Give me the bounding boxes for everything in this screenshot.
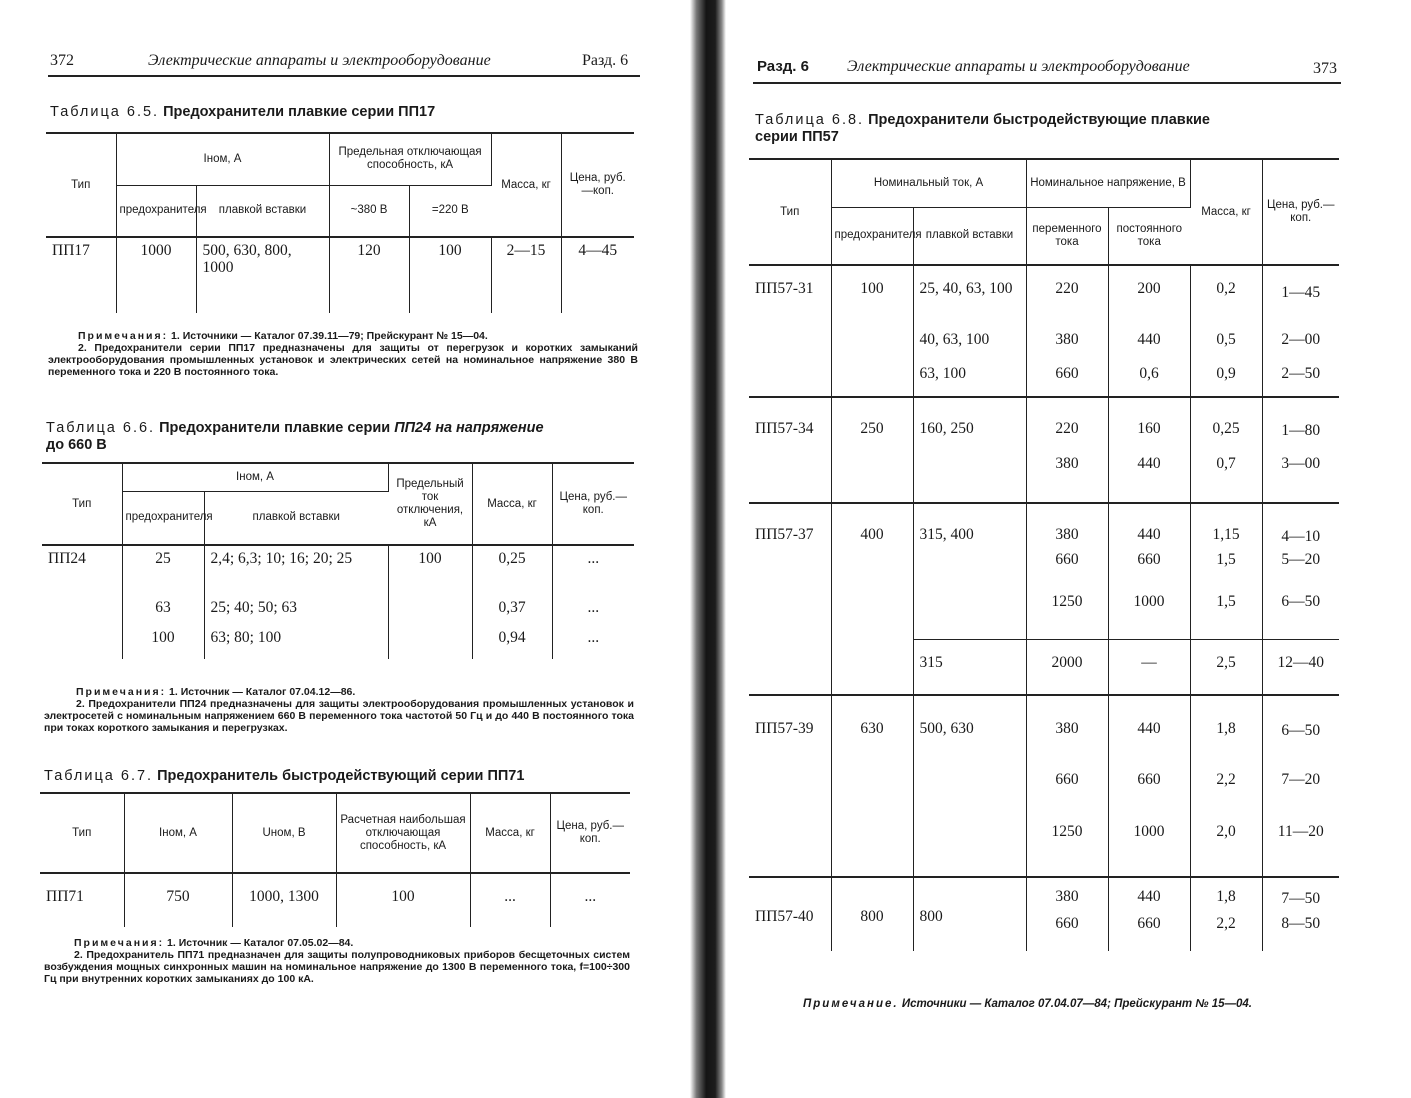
cell-insert xyxy=(913,753,1026,805)
cell-ac: 1250 xyxy=(1026,589,1108,639)
right-page xyxy=(725,0,1411,1098)
running-title: Электрические аппараты и электрооборудование xyxy=(847,58,1190,75)
cell-insert: 160, 250 xyxy=(913,397,1026,451)
cell-fuse: 800 xyxy=(831,877,913,951)
cell-mass: 2—15 xyxy=(491,237,561,313)
table-6-7-caption xyxy=(44,768,524,785)
cell-type: ПП24 xyxy=(42,545,122,595)
cell-mass: 0,37 xyxy=(472,595,552,625)
cell-price: 2—00 xyxy=(1281,331,1321,348)
cell-dc: 160 xyxy=(1108,397,1190,451)
col-mass: Масса, кг xyxy=(1190,159,1262,265)
col-type: Тип xyxy=(42,463,122,545)
col-type: Тип xyxy=(749,159,831,265)
table-title: Предохранители плавкие серии ПП17 xyxy=(163,104,436,120)
col-capacity: Предельный ток отключения, кА xyxy=(388,463,472,545)
table-row xyxy=(42,545,634,595)
col-type: Тип xyxy=(46,133,116,237)
cell-price: 5—20 xyxy=(1281,551,1321,568)
note-1: 1. Источник — Каталог 07.05.02—84. xyxy=(167,937,354,949)
col-insert: плавкой вставки xyxy=(196,185,329,237)
notes-label: Примечание. xyxy=(803,998,899,1010)
table-6-8-caption xyxy=(755,112,1210,146)
header-rule xyxy=(753,82,1341,84)
cell-insert: 63, 100 xyxy=(913,361,1026,397)
notes-label: Примечания: xyxy=(76,686,167,698)
cell-capacity: 100 xyxy=(388,545,472,595)
cell-type: ПП17 xyxy=(46,237,116,313)
cell-mass: 0,2 xyxy=(1190,265,1262,327)
book-gutter xyxy=(690,0,726,1098)
cell-mass: 2,2 xyxy=(1190,753,1262,805)
col-price: Цена, руб.—коп. xyxy=(552,463,634,545)
cell-capacity xyxy=(388,595,472,625)
table-6-8-note xyxy=(755,998,1339,1010)
cell-mass: 0,7 xyxy=(1190,451,1262,503)
table-label: Таблица 6.7. xyxy=(44,768,154,784)
cell-price: ... xyxy=(587,599,600,616)
note-1: 1. Источник — Каталог 07.04.12—86. xyxy=(169,686,356,698)
cell-insert: 40, 63, 100 xyxy=(913,327,1026,361)
cell-type: ПП71 xyxy=(40,873,124,927)
table-label: Таблица 6.8. xyxy=(755,112,865,128)
left-page xyxy=(0,0,690,1098)
section-label: Разд. 6 xyxy=(757,58,809,75)
header-rule xyxy=(48,75,640,77)
cell-mass: ... xyxy=(470,873,550,927)
col-fuse: предохранителя xyxy=(116,185,196,237)
cell-price: 4—45 xyxy=(578,242,618,259)
table-label: Таблица 6.5. xyxy=(50,104,160,120)
col-capacity: Расчетная наибольшая отключающая способность, кА xyxy=(336,793,470,873)
table-row xyxy=(749,397,1339,451)
cell-price: 11—20 xyxy=(1277,823,1324,840)
cell-dc: 660 xyxy=(1108,911,1190,951)
cell-type: ПП57-37 xyxy=(749,503,831,695)
cell-mass: 0,5 xyxy=(1190,327,1262,361)
cell-dc: 100 xyxy=(409,237,491,313)
col-price: Цена, руб.—коп. xyxy=(561,133,634,237)
cell-insert xyxy=(913,547,1026,589)
col-price: Цена, руб.—коп. xyxy=(550,793,630,873)
cell-insert: 315 xyxy=(913,639,1026,695)
table-6-5-notes xyxy=(48,330,638,378)
cell-capacity xyxy=(388,625,472,659)
cell-mass: 1,8 xyxy=(1190,695,1262,753)
cell-ac: 380 xyxy=(1026,503,1108,547)
table-row xyxy=(749,877,1339,911)
col-price: Цена, руб.—коп. xyxy=(1262,159,1339,265)
cell-ac: 380 xyxy=(1026,695,1108,753)
cell-mass: 0,25 xyxy=(1190,397,1262,451)
table-6-5-caption xyxy=(50,104,435,121)
cell-mass: 0,25 xyxy=(472,545,552,595)
cell-dc: 440 xyxy=(1108,503,1190,547)
cell-insert: 500, 630, 800, 1000 xyxy=(196,237,329,313)
cell-dc: 660 xyxy=(1108,753,1190,805)
cell-insert: 315, 400 xyxy=(913,503,1026,547)
cell-dc: 0,6 xyxy=(1108,361,1190,397)
cell-insert: 800 xyxy=(913,877,1026,951)
cell-dc: 440 xyxy=(1108,451,1190,503)
cell-insert: 25; 40; 50; 63 xyxy=(204,595,388,625)
cell-price: 6—50 xyxy=(1262,695,1339,753)
cell-price: 1—80 xyxy=(1262,397,1339,451)
table-row xyxy=(749,265,1339,327)
cell-dc: 660 xyxy=(1108,547,1190,589)
cell-price: 6—50 xyxy=(1281,593,1321,610)
table-6-5 xyxy=(46,132,634,313)
table-row xyxy=(46,237,634,313)
col-fuse: предохранителя xyxy=(122,491,204,545)
cell-fuse: 100 xyxy=(831,265,913,397)
cell-price: 8—50 xyxy=(1281,915,1321,932)
cell-price: ... xyxy=(587,550,600,567)
cell-dc: 1000 xyxy=(1108,589,1190,639)
table-title: Предохранители быстродействующие плавкие xyxy=(868,112,1210,128)
cell-type xyxy=(42,595,122,625)
cell-ac: 660 xyxy=(1026,911,1108,951)
cell-ac: 220 xyxy=(1026,265,1108,327)
cell-ac: 120 xyxy=(329,237,409,313)
table-row xyxy=(42,595,634,625)
cell-fuse: 250 xyxy=(831,397,913,503)
table-row xyxy=(749,503,1339,547)
note-2: 2. Предохранители серии ПП17 предназначены для защиты от перегрузок и коротких замыканий электрооборудования промышленных установок и электрических сетей на номинальное напряжение 380 В переменного тока и 220 В постоянного тока. xyxy=(48,342,638,378)
cell-price: 12—40 xyxy=(1262,639,1339,695)
cell-insert: 25, 40, 63, 100 xyxy=(913,265,1026,327)
col-dc: =220 В xyxy=(409,185,491,237)
cell-ac: 380 xyxy=(1026,877,1108,911)
cell-insert xyxy=(913,805,1026,877)
cell-fuse: 1000 xyxy=(116,237,196,313)
cell-insert: 63; 80; 100 xyxy=(204,625,388,659)
cell-ac: 660 xyxy=(1026,753,1108,805)
cell-fuse: 63 xyxy=(122,595,204,625)
notes-label: Примечания: xyxy=(74,937,165,949)
col-mass: Масса, кг xyxy=(472,463,552,545)
page-number: 372 xyxy=(50,52,74,69)
cell-mass: 2,2 xyxy=(1190,911,1262,951)
col-dc: постоянного тока xyxy=(1108,207,1190,265)
table-row xyxy=(749,695,1339,753)
cell-ac: 660 xyxy=(1026,361,1108,397)
note-2: 2. Предохранители ПП24 предназначены для защиты электрооборудования промышленных установок и электросетей с номинальным напряжением 660 В переменного тока частотой 50 Гц и до 440 В постоянного тока при токах короткого замыкания и перегрузках. xyxy=(44,698,634,734)
cell-price: ... xyxy=(584,888,597,905)
cell-fuse: 630 xyxy=(831,695,913,877)
table-title-line2: до 660 В xyxy=(46,437,107,453)
cell-mass: 2,0 xyxy=(1190,805,1262,877)
cell-fuse: 25 xyxy=(122,545,204,595)
cell-dc: 440 xyxy=(1108,877,1190,911)
table-6-6-caption xyxy=(46,420,544,454)
table-label: Таблица 6.6. xyxy=(46,420,156,436)
table-6-7 xyxy=(40,792,630,927)
cell-insert xyxy=(913,589,1026,639)
cell-capacity: 100 xyxy=(336,873,470,927)
table-6-7-notes xyxy=(44,937,630,985)
table-title-line2: серии ПП57 xyxy=(755,129,839,145)
col-insert: плавкой вставки xyxy=(913,207,1026,265)
running-title: Электрические аппараты и электрооборудование xyxy=(148,52,491,69)
table-6-6 xyxy=(42,462,634,659)
table-row xyxy=(42,625,634,659)
col-inom: Iном, А xyxy=(124,793,232,873)
cell-price: 3—00 xyxy=(1281,455,1321,472)
cell-unom: 1000, 1300 xyxy=(232,873,336,927)
cell-mass: 0,9 xyxy=(1190,361,1262,397)
cell-dc: — xyxy=(1108,639,1190,695)
cell-fuse: 100 xyxy=(122,625,204,659)
cell-mass: 1,5 xyxy=(1190,547,1262,589)
cell-ac: 1250 xyxy=(1026,805,1108,877)
cell-insert: 2,4; 6,3; 10; 16; 20; 25 xyxy=(204,545,388,595)
cell-type: ПП57-31 xyxy=(749,265,831,397)
cell-insert: 500, 630 xyxy=(913,695,1026,753)
col-mass: Масса, кг xyxy=(470,793,550,873)
table-title: Предохранитель быстродействующий серии ПП71 xyxy=(157,768,525,784)
col-inom: Iном, А xyxy=(122,463,388,491)
cell-ac: 380 xyxy=(1026,451,1108,503)
col-ac: переменного тока xyxy=(1026,207,1108,265)
page-number: 373 xyxy=(1313,60,1337,77)
cell-price: 2—50 xyxy=(1281,365,1321,382)
cell-type: ПП57-34 xyxy=(749,397,831,503)
note-2: 2. Предохранитель ПП71 предназначен для защиты полупроводниковых приборов бесщеточных систем возбуждения мощных синхронных машин на номинальное напряжение до 1300 В переменного тока, f=100÷300 Гц при внутренних коротких замыканиях до 100 кА. xyxy=(44,949,630,985)
note-text: Источники — Каталог 07.04.07—84; Прейскурант № 15—04. xyxy=(901,998,1253,1010)
col-type: Тип xyxy=(40,793,124,873)
table-title-cont: ПП24 на напряжение xyxy=(394,420,544,436)
cell-dc: 440 xyxy=(1108,327,1190,361)
cell-mass: 0,94 xyxy=(472,625,552,659)
cell-type: ПП57-40 xyxy=(749,877,831,951)
cell-mass: 2,5 xyxy=(1190,639,1262,695)
cell-price: 1—45 xyxy=(1281,284,1321,301)
cell-ac: 660 xyxy=(1026,547,1108,589)
cell-dc: 440 xyxy=(1108,695,1190,753)
cell-price: ... xyxy=(587,629,600,646)
cell-ac: 2000 xyxy=(1026,639,1108,695)
cell-type: ПП57-39 xyxy=(749,695,831,877)
cell-type xyxy=(42,625,122,659)
notes-label: Примечания: xyxy=(78,330,169,342)
cell-dc: 1000 xyxy=(1108,805,1190,877)
col-ac: ~380 В xyxy=(329,185,409,237)
cell-ac: 220 xyxy=(1026,397,1108,451)
cell-price: 7—20 xyxy=(1281,771,1321,788)
col-inom: Iном, А xyxy=(116,133,329,185)
cell-inom: 750 xyxy=(124,873,232,927)
cell-ac: 380 xyxy=(1026,327,1108,361)
col-capacity: Предельная отключающая способность, кА xyxy=(329,133,491,185)
cell-price: 7—50 xyxy=(1262,877,1339,911)
note-1: 1. Источники — Каталог 07.39.11—79; Прейскурант № 15—04. xyxy=(171,330,488,342)
table-title: Предохранители плавкие серии xyxy=(159,420,391,436)
table-6-6-notes xyxy=(44,686,634,734)
table-row xyxy=(40,873,630,927)
cell-fuse: 400 xyxy=(831,503,913,695)
cell-dc: 200 xyxy=(1108,265,1190,327)
col-unom: Номинальное напряжение, В xyxy=(1026,159,1190,207)
col-inom: Номинальный ток, А xyxy=(831,159,1026,207)
col-unom: Uном, В xyxy=(232,793,336,873)
col-insert: плавкой вставки xyxy=(204,491,388,545)
col-mass: Масса, кг xyxy=(491,133,561,237)
cell-price: 4—10 xyxy=(1262,503,1339,547)
col-fuse: предохранителя xyxy=(831,207,913,265)
cell-mass: 1,15 xyxy=(1190,503,1262,547)
cell-mass: 1,5 xyxy=(1190,589,1262,639)
cell-mass: 1,8 xyxy=(1190,877,1262,911)
table-6-8 xyxy=(749,158,1339,951)
cell-insert xyxy=(913,451,1026,503)
section-label: Разд. 6 xyxy=(582,52,629,69)
